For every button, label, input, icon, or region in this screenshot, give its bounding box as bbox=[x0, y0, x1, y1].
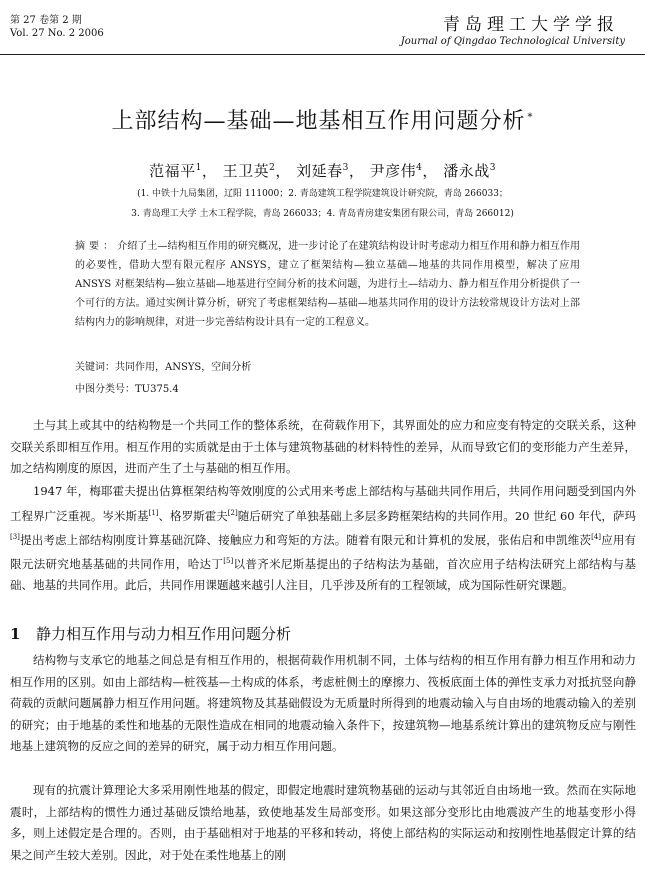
author-name: 潘永战 bbox=[443, 162, 490, 180]
header-rule bbox=[0, 54, 645, 55]
volume-cn: 第 27 卷第 2 期 bbox=[10, 15, 82, 26]
author-name: 王卫英 bbox=[222, 162, 270, 180]
author-name: 范福平 bbox=[149, 162, 196, 180]
keywords-text: 共同作用，ANSYS，空间分析 bbox=[115, 362, 252, 373]
classification-number bbox=[75, 380, 179, 395]
abstract bbox=[75, 237, 580, 332]
paragraph-text: 提出考虑上部结构刚度计算基础沉降、接触应力和弯矩的方法。随着有限元和计算机的发展，张佑启和申凯维茨 bbox=[19, 532, 592, 547]
author-affiliation-mark: 2 bbox=[269, 163, 276, 173]
paragraph-intro-1: 土与其上或其中的结构物是一个共同工作的整体系统，在荷载作用下，其界面处的应力和应变有特定的交联关系，这种交联关系即相互作用。相互作用的实质就是由于土体与建筑物基础的材料特性的差异，从而导致它们的变形能力产生差异，加之结构刚度的原因，进而产生了土与基础的相互作用。 bbox=[10, 418, 636, 475]
section-title: 静力相互作用与动力相互作用问题分析 bbox=[36, 625, 292, 643]
author-list: 范福平$^1$， 王卫英$^2$， 刘延春$^3$， 尹彦伟$^4$， 潘永战$^3$ bbox=[149, 162, 496, 180]
citation-ref[interactable]: [3] bbox=[10, 532, 20, 541]
paragraph-section-1: 结构物与支承它的地基之间总是有相互作用的，根据荷载作用机制不同，土体与结构的相互作用有静力相互作用和动力相互作用的区别。如由上部结构—桩筏基—土构成的体系，考虑桩侧土的摩擦力、筏板底面土体的弹性支承力对抵抗竖向静荷载的贡献问题属静力相互作用问题。将建筑物及其基础假设为无质量时所得到的地震动输入与自由场的地震动输入的差别的研究；由于地基的柔性和地基的无限性造成在相同的地震动输入条件下，按建筑物—地基系统计算出的建筑物反应与刚性地基上建筑物的反应之间的差异的研究，属于动力相互作用问题。 bbox=[10, 653, 636, 753]
keywords bbox=[75, 358, 251, 373]
paragraph-text: 应用有限元法研究地基基础的共同作用，哈达丁 bbox=[10, 532, 637, 571]
article-title bbox=[0, 104, 645, 135]
author-affiliation-mark: 1 bbox=[195, 163, 202, 173]
journal-title-en: Journal of Qingdao Technological University bbox=[400, 36, 625, 47]
citation-ref[interactable]: [4] bbox=[591, 532, 602, 541]
affiliation-line-1: (1. 中铁十九局集团，辽阳 111000；2. 青岛建筑工程学院建筑设计研究院，青岛 266033； bbox=[137, 189, 508, 199]
clc-label: 中图分类号： bbox=[75, 384, 135, 395]
citation-ref[interactable]: [5] bbox=[223, 557, 234, 566]
section-number: 1 bbox=[10, 625, 21, 643]
citation-ref[interactable]: [1] bbox=[148, 508, 159, 517]
author-name: 尹彦伟 bbox=[369, 162, 417, 180]
paragraph-text: 1947 年，梅耶霍夫提出估算框架结构等效刚度的公式用来考虑上部结构与基础共同作用后，共同作用问题受到国内外工程界广泛重视。岑米斯基 bbox=[10, 484, 636, 523]
section-heading-1 bbox=[10, 623, 291, 644]
author-name: 刘延春 bbox=[296, 162, 343, 180]
paragraph-section-2: 现有的抗震计算理论大多采用刚性地基的假定，即假定地震时建筑物基础的运动与其邻近自由场地一致。然而在实际地震时，上部结构的惯性力通过基础反馈给地基，致使地基发生局部变形。如果这部分变形比由地震波产生的地基变形小得多，则上述假定是合理的。否则，由于基础相对于地基的平移和转动，将使上部结构的实际运动和按刚性地基假定计算的结果之间产生较大差别。因此，对于处在柔性地基上的刚 bbox=[10, 783, 636, 862]
author-affiliation-mark: 3 bbox=[342, 163, 349, 173]
volume-info bbox=[10, 14, 104, 40]
paragraph-text: 、格罗斯霍夫 bbox=[158, 508, 228, 523]
paragraph-text: 随后研究了单独基础上多层多跨框架结构的共同作用。20 世纪 60 年代，萨玛 bbox=[237, 508, 637, 523]
paragraph-text: 以普齐米尼斯基提出的子结构法为基础，首次应用子结构法研究上部结构与基础、地基的共同作用。此后，共同作用课题越来越引人注目，几乎涉及所有的工程领域，成为国际性研究课题。 bbox=[10, 556, 637, 593]
clc-value: TU375.4 bbox=[135, 384, 179, 395]
paragraph-intro-2 bbox=[10, 481, 636, 597]
author-affiliation-mark: 3 bbox=[489, 163, 496, 173]
title-footnote-mark: * bbox=[527, 111, 534, 123]
keywords-label: 关键词： bbox=[75, 362, 115, 373]
affiliation-line-2: 3. 青岛理工大学 土木工程学院，青岛 266033；4. 青岛青房建安集团有限公司，青岛 266012) bbox=[131, 209, 514, 219]
author-affiliation-mark: 4 bbox=[416, 163, 423, 173]
citation-ref[interactable]: [2] bbox=[227, 508, 238, 517]
journal-title-cn: 青岛理工大学学报 bbox=[443, 15, 619, 35]
article-title-text: 上部结构—基础—地基相互作用问题分析 bbox=[111, 109, 526, 134]
abstract-text: 介绍了土—结构相互作用的研究概况，进一步讨论了在建筑结构设计时考虑动力相互作用和静力相互作用的必要性，借助大型有限元程序 ANSYS，建立了框架结构—独立基础—地基的共同作用模型，解决了应用 ANSYS 对框架结构—独立基础—地基进行空间分析的技术问题，为进行土—结动力、静力相互作用分析提供了一个可行的方法。通过实例计算分析，研究了考虑框架结构—基础—地基共同作用的设计方法较常规设计方法对上部结构内力的影响规律，对进一步完善结构设计具有一定的工程意义。 bbox=[75, 241, 580, 328]
abstract-label: 摘要： bbox=[75, 241, 118, 252]
volume-en: Vol. 27 No. 2 2006 bbox=[10, 28, 104, 39]
